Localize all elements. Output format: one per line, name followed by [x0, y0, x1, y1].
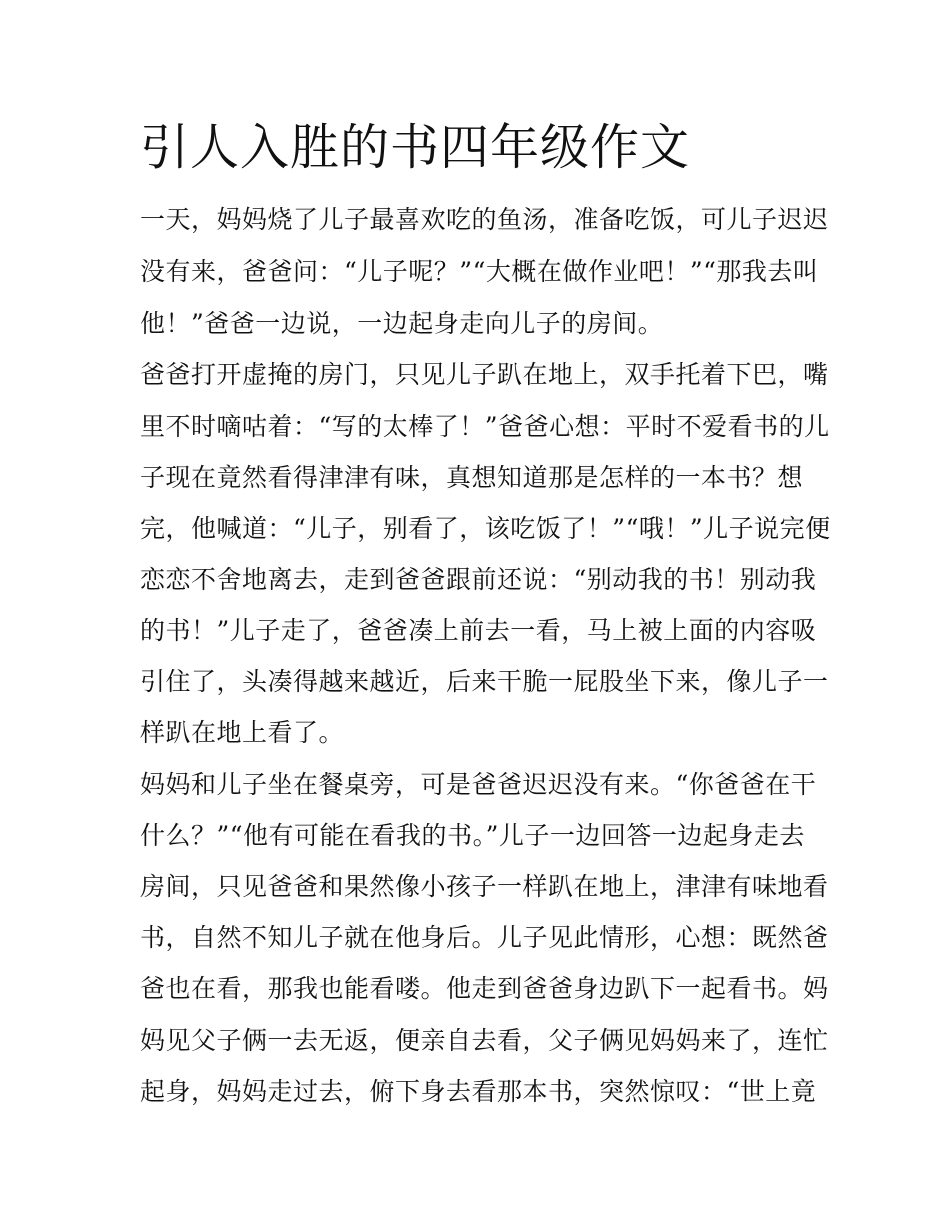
text-line: 完，他喊道：“儿子，别看了，该吃饭了！”“哦！”儿子说完便 — [140, 514, 831, 543]
text-line: 什么？”“他有可能在看我的书。”儿子一边回答一边起身走去 — [140, 821, 805, 850]
text-line: 的书！”儿子走了，爸爸凑上前去一看，马上被上面的内容吸 — [140, 616, 817, 645]
text-line: 妈妈和儿子坐在餐桌旁，可是爸爸迟迟没有来。“你爸爸在干 — [140, 770, 817, 799]
text-line: 起身，妈妈走过去，俯下身去看那本书，突然惊叹：“世上竟 — [140, 1077, 817, 1106]
text-line: 他！”爸爸一边说，一边起身走向儿子的房间。 — [140, 309, 664, 338]
text-line: 样趴在地上看了。 — [140, 718, 345, 747]
text-line: 里不时嘀咕着：“写的太棒了！”爸爸心想：平时不爱看书的儿 — [140, 412, 830, 441]
text-line: 子现在竟然看得津津有味，真想知道那是怎样的一本书？想 — [140, 463, 804, 492]
text-line: 引住了，头凑得越来越近，后来干脆一屁股坐下来，像儿子一 — [140, 667, 829, 696]
text-line: 一天，妈妈烧了儿子最喜欢吃的鱼汤，准备吃饭，可儿子迟迟 — [140, 205, 829, 234]
text-line: 书，自然不知儿子就在他身后。儿子见此情形，心想：既然爸 — [140, 923, 829, 952]
text-line: 爸爸打开虚掩的房门，只见儿子趴在地上，双手托着下巴，嘴 — [140, 360, 829, 389]
text-line: 房间，只见爸爸和果然像小孩子一样趴在地上，津津有味地看 — [140, 872, 829, 901]
text-line: 爸也在看，那我也能看喽。他走到爸爸身边趴下一起看书。妈 — [140, 974, 829, 1003]
document-title: 引人入胜的书四年级作文 — [140, 119, 691, 176]
text-line: 没有来，爸爸问：“儿子呢？”“大概在做作业吧！”“那我去叫 — [140, 257, 819, 286]
text-line: 恋恋不舍地离去，走到爸爸跟前还说：“别动我的书！别动我 — [140, 565, 817, 594]
text-line: 妈见父子俩一去无返，便亲自去看，父子俩见妈妈来了，连忙 — [140, 1026, 829, 1055]
